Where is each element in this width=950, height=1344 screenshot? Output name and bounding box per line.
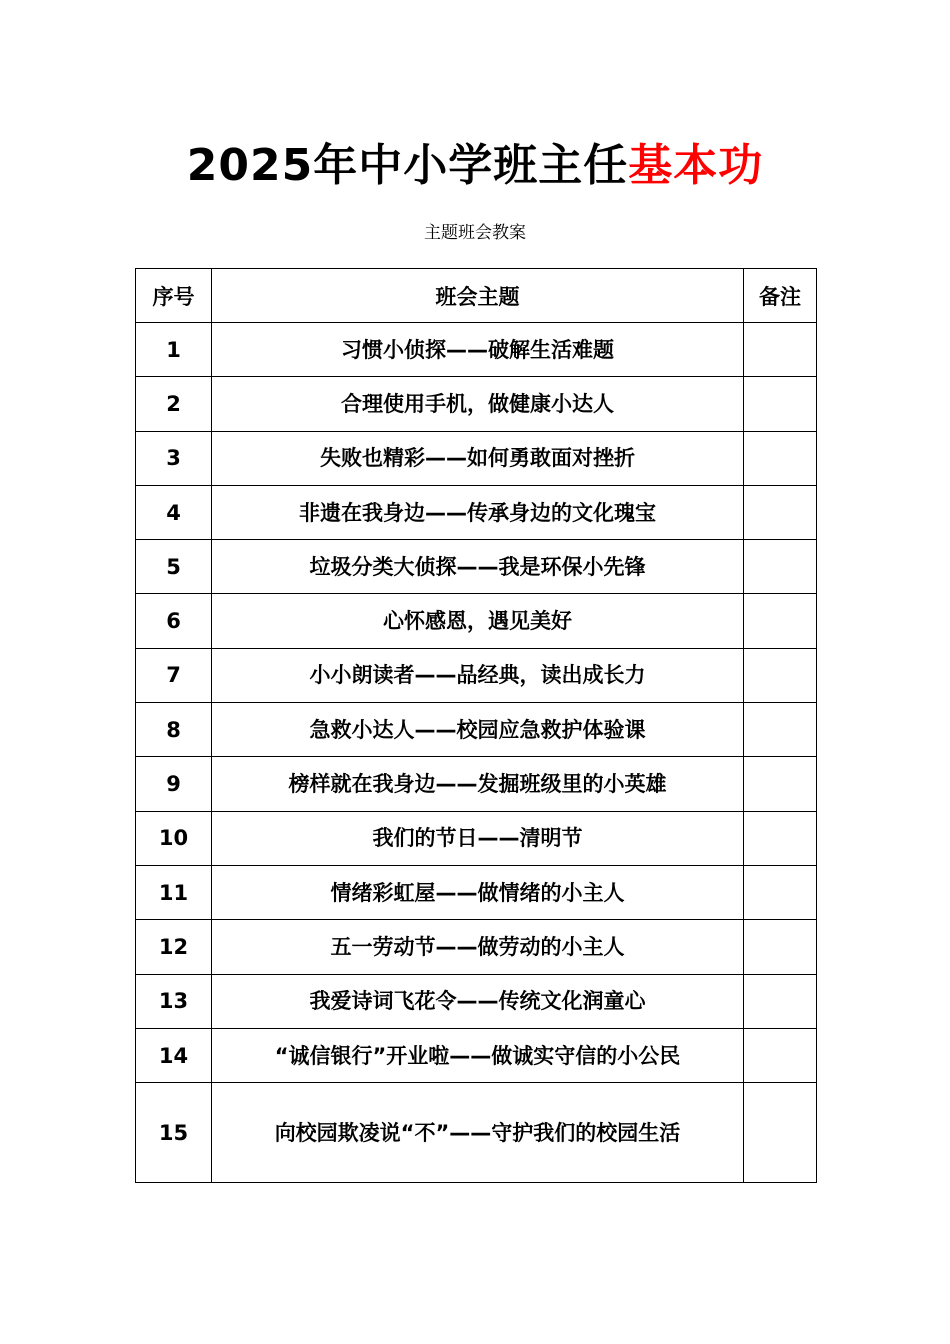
document-title xyxy=(0,138,950,194)
document-subtitle: 主题班会教案 xyxy=(424,223,526,243)
row-note xyxy=(744,865,817,919)
table-row xyxy=(136,757,817,811)
row-topic: 合理使用手机，做健康小达人 xyxy=(212,377,744,431)
row-note xyxy=(744,431,817,485)
row-note xyxy=(744,540,817,594)
table-row xyxy=(136,974,817,1028)
row-number: 15 xyxy=(136,1083,212,1183)
row-number: 12 xyxy=(136,920,212,974)
row-note xyxy=(744,377,817,431)
row-topic: 心怀感恩，遇见美好 xyxy=(212,594,744,648)
table-row xyxy=(136,540,817,594)
row-note xyxy=(744,974,817,1028)
row-topic: “诚信银行”开业啦——做诚实守信的小公民 xyxy=(212,1028,744,1082)
row-topic: 情绪彩虹屋——做情绪的小主人 xyxy=(212,865,744,919)
row-topic: 榜样就在我身边——发掘班级里的小英雄 xyxy=(212,757,744,811)
row-number: 9 xyxy=(136,757,212,811)
row-topic: 五一劳动节——做劳动的小主人 xyxy=(212,920,744,974)
table-row xyxy=(136,865,817,919)
row-note xyxy=(744,1083,817,1183)
row-number: 10 xyxy=(136,811,212,865)
row-number: 14 xyxy=(136,1028,212,1082)
row-note xyxy=(744,485,817,539)
row-number: 8 xyxy=(136,703,212,757)
title-main: 2025年中小学班主任 xyxy=(186,140,629,191)
table-row xyxy=(136,594,817,648)
row-note xyxy=(744,323,817,377)
table-row xyxy=(136,920,817,974)
table-row xyxy=(136,377,817,431)
row-topic: 我们的节日——清明节 xyxy=(212,811,744,865)
topics-table xyxy=(135,268,817,1183)
row-topic: 垃圾分类大侦探——我是环保小先锋 xyxy=(212,540,744,594)
header-note: 备注 xyxy=(744,269,817,323)
row-number: 6 xyxy=(136,594,212,648)
row-topic: 非遗在我身边——传承身边的文化瑰宝 xyxy=(212,485,744,539)
row-number: 1 xyxy=(136,323,212,377)
row-note xyxy=(744,594,817,648)
table-row xyxy=(136,1083,817,1183)
table-row xyxy=(136,1028,817,1082)
table-row xyxy=(136,648,817,702)
table-header-row xyxy=(136,269,817,323)
header-number: 序号 xyxy=(136,269,212,323)
row-number: 3 xyxy=(136,431,212,485)
table-row xyxy=(136,431,817,485)
row-number: 2 xyxy=(136,377,212,431)
row-note xyxy=(744,757,817,811)
row-topic: 急救小达人——校园应急救护体验课 xyxy=(212,703,744,757)
row-note xyxy=(744,648,817,702)
row-note xyxy=(744,703,817,757)
header-topic: 班会主题 xyxy=(212,269,744,323)
row-topic: 失败也精彩——如何勇敢面对挫折 xyxy=(212,431,744,485)
row-topic: 我爱诗词飞花令——传统文化润童心 xyxy=(212,974,744,1028)
table-row xyxy=(136,811,817,865)
row-note xyxy=(744,920,817,974)
row-number: 4 xyxy=(136,485,212,539)
row-topic: 向校园欺凌说“不”——守护我们的校园生活 xyxy=(212,1083,744,1183)
row-number: 11 xyxy=(136,865,212,919)
row-number: 7 xyxy=(136,648,212,702)
table-row xyxy=(136,703,817,757)
row-note xyxy=(744,811,817,865)
title-accent: 基本功 xyxy=(628,140,764,191)
row-note xyxy=(744,1028,817,1082)
row-number: 5 xyxy=(136,540,212,594)
table-row xyxy=(136,323,817,377)
row-number: 13 xyxy=(136,974,212,1028)
table-row xyxy=(136,485,817,539)
row-topic: 小小朗读者——品经典，读出成长力 xyxy=(212,648,744,702)
row-topic: 习惯小侦探——破解生活难题 xyxy=(212,323,744,377)
